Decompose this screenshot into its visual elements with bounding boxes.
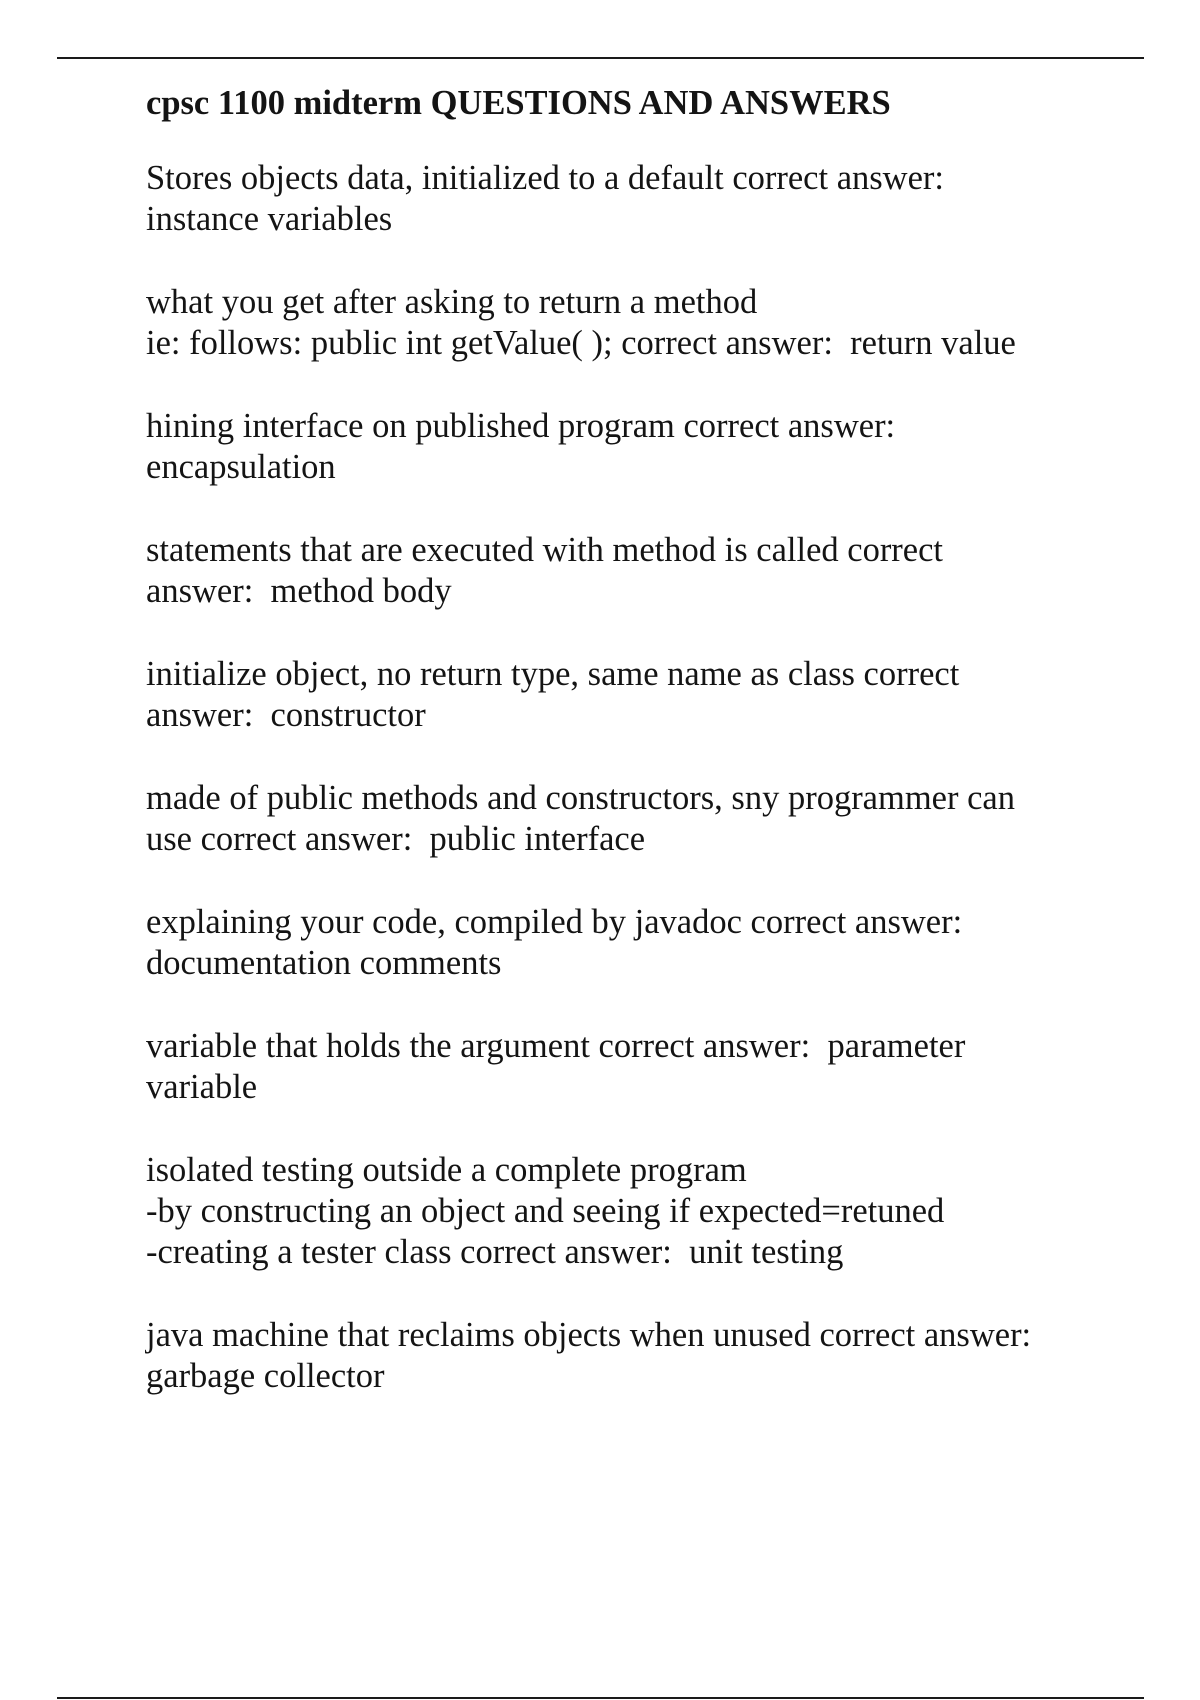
- qa-entry: java machine that reclaims objects when unused correct answer: garbage collector: [146, 1316, 1032, 1395]
- document-title: cpsc 1100 midterm QUESTIONS AND ANSWERS: [146, 84, 891, 122]
- qa-entry: variable that holds the argument correct answer: parameter variable: [146, 1027, 966, 1106]
- qa-entry: statements that are executed with method is called correct answer: method body: [146, 531, 944, 610]
- qa-entry: explaining your code, compiled by javadoc correct answer: documentation comments: [146, 903, 963, 982]
- qa-entry: made of public methods and constructors, sny programmer can use correct answer: public interface: [146, 779, 1015, 858]
- qa-entry: Stores objects data, initialized to a default correct answer: instance variables: [146, 159, 944, 238]
- qa-entry: what you get after asking to return a method ie: follows: public int getValue( ); correct answer: return value: [146, 283, 1016, 362]
- document-body: [146, 78, 1146, 1439]
- qa-entry: hining interface on published program correct answer: encapsulation: [146, 407, 896, 486]
- bottom-rule: [57, 1697, 1144, 1699]
- top-rule: [57, 57, 1144, 59]
- qa-entry: initialize object, no return type, same name as class correct answer: constructor: [146, 655, 960, 734]
- qa-entry: isolated testing outside a complete program -by constructing an object and seeing if expected=retuned -creating a tester class correct answer: unit testing: [146, 1151, 945, 1271]
